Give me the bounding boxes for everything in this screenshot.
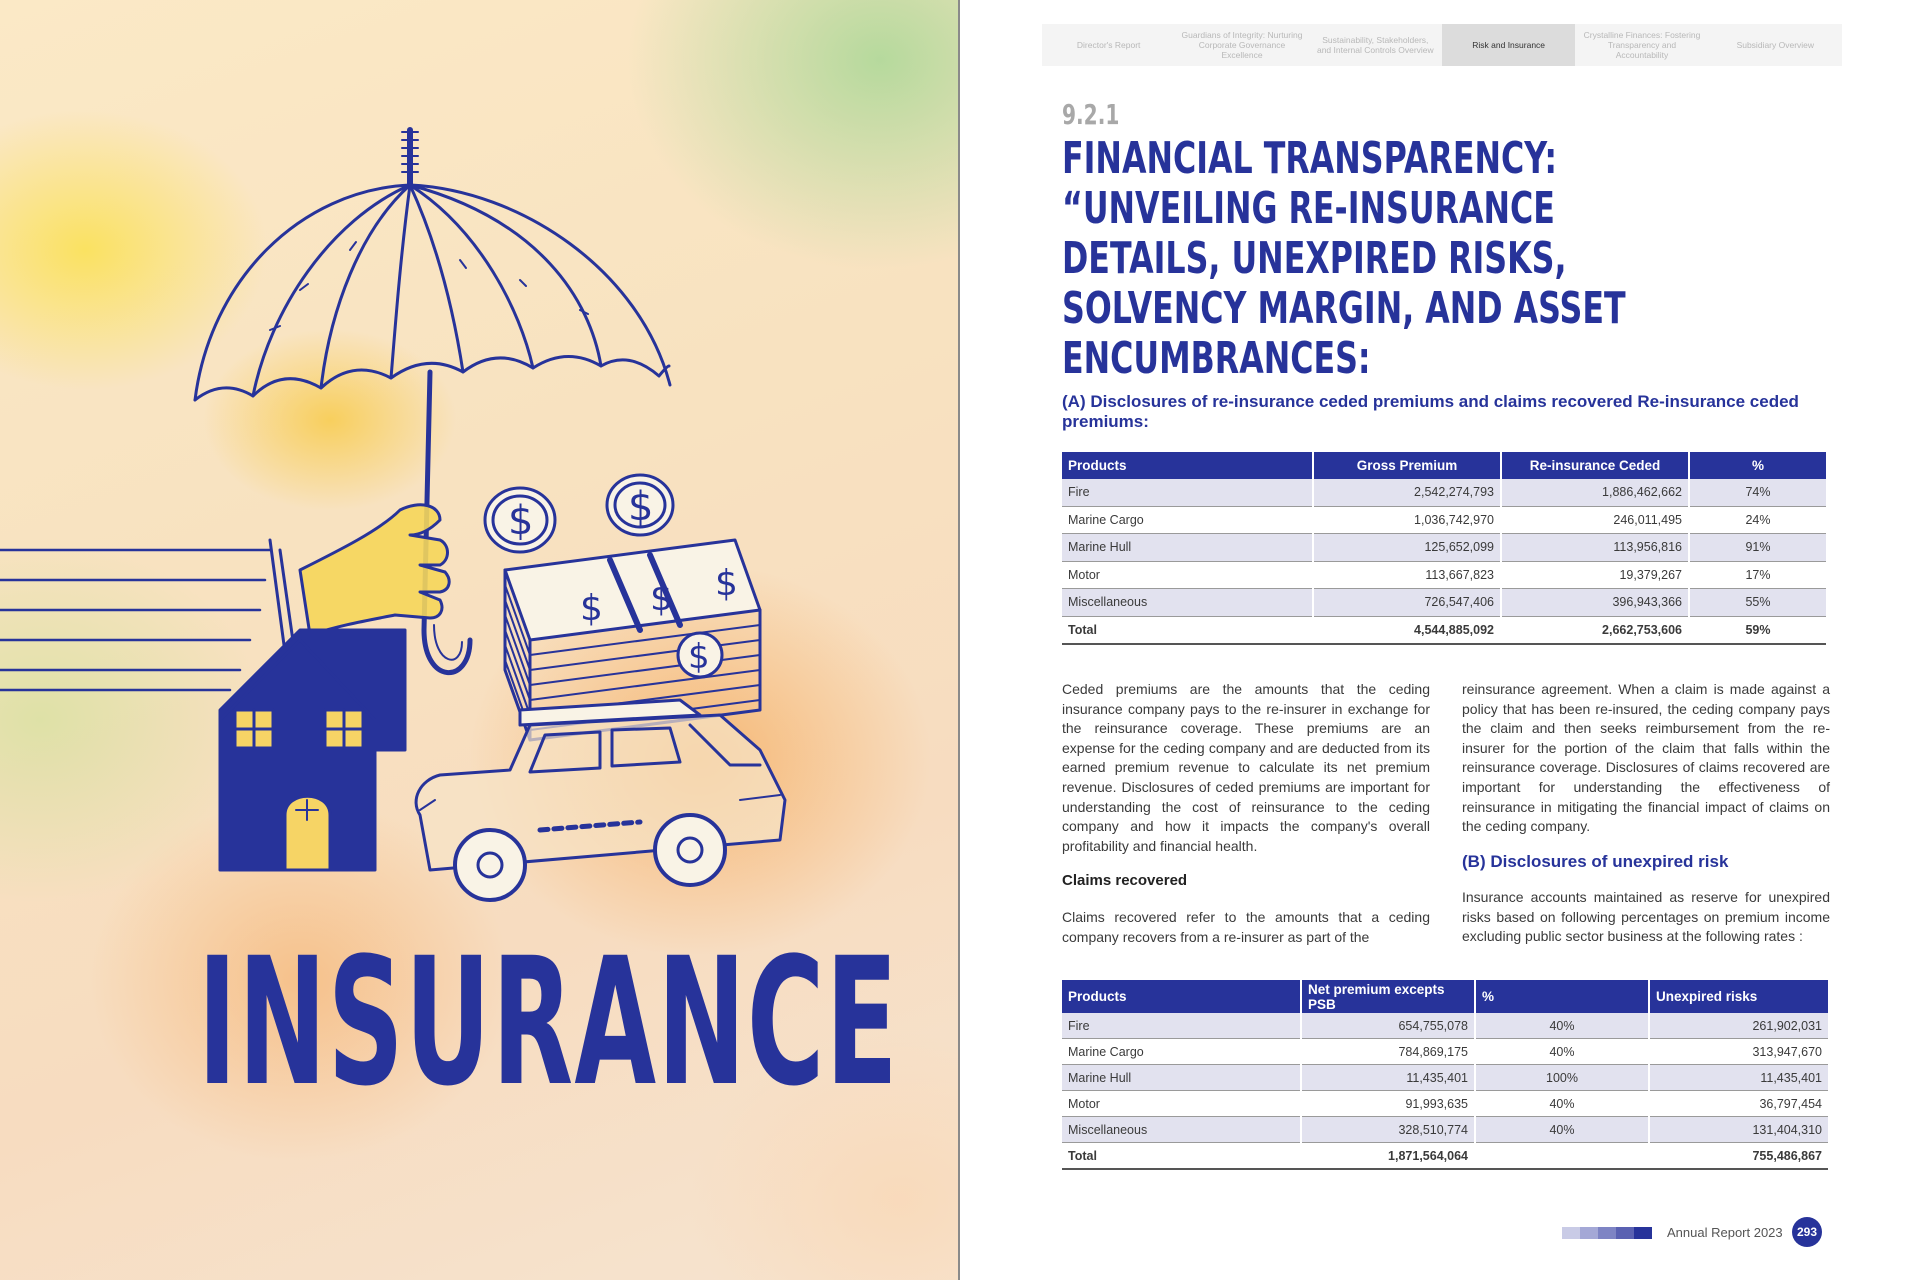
table-cell: 2,542,274,793 [1313,479,1501,506]
table-cell: Total [1062,1143,1301,1170]
table-cell: 313,947,670 [1649,1039,1828,1065]
table-cell: 246,011,495 [1501,506,1689,534]
table-row [1062,479,1826,506]
footer-bar [1616,1227,1634,1239]
column-header: Unexpired risks [1649,980,1828,1013]
table-cell: 755,486,867 [1649,1143,1828,1170]
page-number-badge: 293 [1792,1217,1822,1247]
footer-bar [1580,1227,1598,1239]
table-cell: 261,902,031 [1649,1013,1828,1039]
table-cell: 59% [1689,616,1826,644]
column-header: % [1475,980,1649,1013]
table-cell: Marine Cargo [1062,506,1313,534]
svg-text:$: $ [715,563,738,604]
table-cell: Motor [1062,1091,1301,1117]
table-cell: 1,036,742,970 [1313,506,1501,534]
table-cell [1475,1143,1649,1170]
section-nav-tabs [1042,24,1842,66]
table-cell: 40% [1475,1117,1649,1143]
table-cell: Miscellaneous [1062,589,1313,617]
table-cell: 1,871,564,064 [1301,1143,1475,1170]
table-row [1062,1091,1828,1117]
table-cell: Marine Hull [1062,534,1313,562]
table-cell: 40% [1475,1039,1649,1065]
unexpired-risk-paragraph: Insurance accounts maintained as reserve for unexpired risks based on following percentages on premium income excluding public sector business at the following rates : [1462,889,1830,945]
table-cell: 654,755,078 [1301,1013,1475,1039]
svg-text:$: $ [580,588,603,629]
table-row [1062,506,1826,534]
table-header-row [1062,980,1828,1013]
table-cell: Marine Hull [1062,1065,1301,1091]
section-b-heading: (B) Disclosures of unexpired risk [1462,852,1729,871]
unexpired-risk-table [1062,980,1828,1170]
house-icon [220,630,405,870]
svg-text:$: $ [688,637,710,677]
car-icon [416,700,785,900]
ceded-premiums-paragraph: Ceded premiums are the amounts that the ceding insurance company pays to the re-insurer in exchange for the reinsurance coverage. These premiums are an expense for the ceding company and are deducted from its earned premium revenue to calculate its net premium revenue. Disclosures of ceded premiums are important for understanding the cost of reinsurance to the ceding company and how it impacts the company's overall profitability and financial health. [1062,681,1430,854]
svg-text:$: $ [628,484,654,530]
column-header: Gross Premium [1313,452,1501,479]
table-cell: 36,797,454 [1649,1091,1828,1117]
tab-directors-report[interactable]: Director's Report [1076,40,1141,50]
column-header: % [1689,452,1826,479]
footer-bar [1562,1227,1580,1239]
table-cell: 726,547,406 [1313,589,1501,617]
table-row [1062,1039,1828,1065]
table-cell: 19,379,267 [1501,561,1689,589]
tab-governance[interactable]: Guardians of Integrity: Nurturing Corporate Governance Excellence [1181,30,1303,60]
tab-sustainability[interactable]: Sustainability, Stakeholders, and Internal Controls Overview [1316,35,1434,55]
table-row [1062,1013,1828,1039]
table-cell: 40% [1475,1013,1649,1039]
svg-text:$: $ [508,498,534,544]
footer-bar [1634,1227,1652,1239]
svg-text:$: $ [650,578,673,619]
table-total-row [1062,616,1826,644]
claims-recovered-paragraph-continued: reinsurance agreement. When a claim is made against a policy that has been re-insured, the ceding company pays the claim and then seeks reimbursement from the re-insurer for the portion of the claim that falls within the reinsurance coverage. Disclosures of claims recovered are important for understanding the effectiveness of reinsurance in mitigating the financial impact of claims on the ceding company. [1462,681,1830,835]
claims-recovered-paragraph: Claims recovered refer to the amounts that a ceding company recovers from a re-insurer as part of the [1062,909,1430,945]
table-row [1062,1117,1828,1143]
table-cell: 40% [1475,1091,1649,1117]
table-cell: 2,662,753,606 [1501,616,1689,644]
tab-risk-and-insurance[interactable]: Risk and Insurance [1442,24,1575,66]
insurance-heading: INSURANCE [197,920,899,1125]
table-cell: Total [1062,616,1313,644]
page-title: FINANCIAL TRANSPARENCY: “UNVEILING RE-INSURANCE DETAILS, UNEXPIRED RISKS, SOLVENCY MARGIN, AND ASSET ENCUMBRANCES: [1062,133,1626,384]
table-cell: Fire [1062,479,1313,506]
table-cell: 113,667,823 [1313,561,1501,589]
table-cell: 396,943,366 [1501,589,1689,617]
table-cell: Fire [1062,1013,1301,1039]
table-row [1062,589,1826,617]
table-cell: 1,886,462,662 [1501,479,1689,506]
column-header: Re-insurance Ceded [1501,452,1689,479]
table-cell: 125,652,099 [1313,534,1501,562]
table-row [1062,534,1826,562]
table-total-row [1062,1143,1828,1170]
tab-subsidiary-overview[interactable]: Subsidiary Overview [1736,40,1815,50]
table-cell: 113,956,816 [1501,534,1689,562]
footer-color-bars [1562,1227,1652,1239]
page-spine-divider [958,0,960,1280]
footer-report-label: Annual Report 2023 [1667,1225,1783,1240]
table-cell: 328,510,774 [1301,1117,1475,1143]
table-cell: 11,435,401 [1649,1065,1828,1091]
table-cell: 131,404,310 [1649,1117,1828,1143]
table-header-row [1062,452,1826,479]
table-cell: 17% [1689,561,1826,589]
table-cell: 91% [1689,534,1826,562]
section-a-heading: (A) Disclosures of re-insurance ceded premiums and claims recovered Re-insurance ceded premiums: [1062,392,1799,431]
table-cell: Miscellaneous [1062,1117,1301,1143]
footer-bar [1598,1227,1616,1239]
column-header: Products [1062,980,1301,1013]
reinsurance-ceded-table [1062,452,1826,645]
table-cell: 100% [1475,1065,1649,1091]
section-number: 9.2.1 [1062,98,1120,131]
table-cell: 11,435,401 [1301,1065,1475,1091]
table-cell: Marine Cargo [1062,1039,1301,1065]
insurance-illustration [0,110,800,910]
table-cell: 24% [1689,506,1826,534]
table-cell: 91,993,635 [1301,1091,1475,1117]
claims-recovered-heading: Claims recovered [1062,872,1188,889]
dollar-coin-icon [485,475,673,552]
table-cell: 74% [1689,479,1826,506]
column-header: Products [1062,452,1313,479]
table-cell: 55% [1689,589,1826,617]
table-cell: 784,869,175 [1301,1039,1475,1065]
table-cell: 4,544,885,092 [1313,616,1501,644]
table-row [1062,1065,1828,1091]
report-page [962,0,1920,1280]
tab-crystalline-finances[interactable]: Crystalline Finances: Fostering Transparency and Accountability [1583,30,1701,60]
column-header: Net premium excepts PSB [1301,980,1475,1013]
table-row [1062,561,1826,589]
page-footer [1562,1217,1862,1247]
table-cell: Motor [1062,561,1313,589]
